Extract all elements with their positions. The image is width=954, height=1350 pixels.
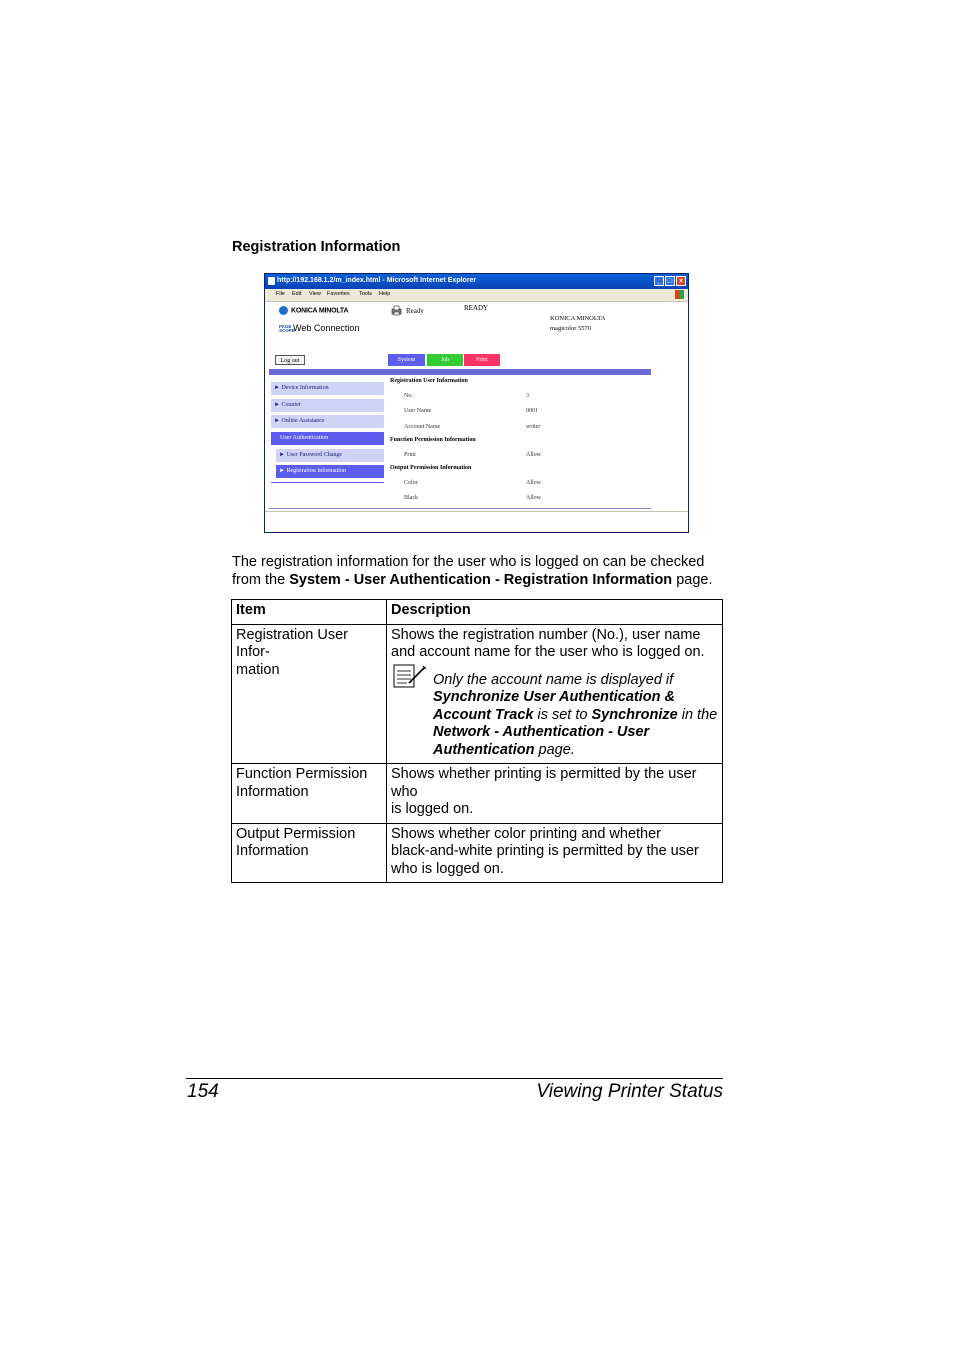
header-divider <box>269 369 651 375</box>
intro-line-1: The registration information for the user who is logged on can be checked <box>232 554 705 570</box>
section-function-permission: Function Permission Information <box>390 437 476 443</box>
menu-path: System - User Authentication - Registration Information <box>289 572 673 588</box>
value-no: 3 <box>526 393 529 399</box>
device-model: magicolor 5570 <box>550 325 591 332</box>
web-connection-text: Web Connection <box>293 323 360 333</box>
note-b5: Authentication <box>433 741 535 758</box>
close-icon[interactable]: × <box>676 276 686 286</box>
tab-job[interactable]: Job <box>427 354 463 366</box>
maximize-icon[interactable]: □ <box>665 276 675 286</box>
row-item: Output Permission Information <box>232 823 387 883</box>
content-bottom-line <box>269 508 651 509</box>
konica-minolta-logo <box>279 306 348 315</box>
table-row <box>232 764 723 824</box>
footer-section-title: Viewing Printer Status <box>536 1081 723 1102</box>
header-description: Description <box>387 600 723 625</box>
value-user-name: 0001 <box>526 408 538 414</box>
page-number: 154 <box>187 1081 219 1102</box>
nav-registration-information[interactable]: ► Registration Information <box>276 465 384 478</box>
note-b2: Account Track <box>433 706 534 723</box>
intro-text: from the <box>232 572 290 588</box>
menu-view[interactable]: View <box>309 291 321 297</box>
intro-text-end: page. <box>672 572 713 588</box>
note-t2: is set to <box>533 706 592 723</box>
value-account-name: writer <box>526 424 541 430</box>
value-black: Allow <box>526 495 541 501</box>
row-description <box>387 624 723 764</box>
window-titlebar <box>265 274 688 289</box>
value-color: Allow <box>526 480 541 486</box>
note-t4: page. <box>534 741 575 758</box>
menu-edit[interactable]: Edit <box>292 291 302 297</box>
ie-icon <box>268 277 275 285</box>
label-no: No. <box>404 393 413 399</box>
intro-line-2 <box>232 571 713 589</box>
label-color: Color <box>404 480 418 486</box>
browser-screenshot <box>264 273 689 533</box>
logout-button[interactable]: Log out <box>275 355 305 365</box>
status-text: READY <box>464 304 489 312</box>
description-table <box>231 599 723 883</box>
device-maker: KONICA MINOLTA <box>550 315 606 322</box>
status-icon-label: Ready <box>406 307 424 315</box>
nav-online-assistance[interactable]: ► Online Assistance <box>271 415 384 428</box>
label-account-name: Account Name <box>404 424 441 430</box>
note-b3: Synchronize <box>591 706 678 723</box>
menu-file[interactable]: File <box>276 291 285 297</box>
windows-logo-icon <box>675 290 684 299</box>
section-registration-user: Registration User Information <box>390 378 468 384</box>
browser-status-line <box>265 511 688 512</box>
tab-print[interactable]: Print <box>464 354 500 366</box>
row-item: Registration User Infor- mation <box>232 624 387 764</box>
description-text: Shows the registration number (No.), user name and account name for the user who is logged on. <box>391 626 705 660</box>
section-output-permission: Output Permission Information <box>390 465 472 471</box>
menu-help[interactable]: Help <box>379 291 391 297</box>
nav-device-information[interactable]: ► Device Information <box>271 382 384 395</box>
window-title: http://192.168.1.2/m_index.html - Microsoft Internet Explorer <box>277 277 477 284</box>
note-text <box>433 672 717 758</box>
note-t1: Only the account name is displayed if <box>433 671 674 688</box>
row-description: Shows whether printing is permitted by the user who is logged on. <box>387 764 723 824</box>
section-heading: Registration Information <box>232 239 401 255</box>
label-print: Print <box>404 452 416 458</box>
note-t3: in the <box>677 706 718 723</box>
row-item: Function Permission Information <box>232 764 387 824</box>
nav-user-authentication[interactable]: User Authentication <box>271 432 384 445</box>
label-black: Black <box>404 495 418 501</box>
printer-icon <box>391 305 402 316</box>
note-b4: Network - Authentication - User <box>433 724 650 740</box>
header-item: Item <box>232 600 387 625</box>
minimize-icon[interactable]: _ <box>654 276 664 286</box>
menu-bar <box>265 289 688 302</box>
menu-tools[interactable]: Tools <box>359 291 372 297</box>
web-connection-logo <box>279 323 359 333</box>
table-row <box>232 823 723 883</box>
nav-user-password-change[interactable]: ► User Password Change <box>276 449 384 462</box>
logo-text: KONICA MINOLTA <box>291 307 349 315</box>
globe-icon <box>279 306 288 315</box>
menu-favorites[interactable]: Favorites <box>327 291 350 297</box>
value-print: Allow <box>526 452 541 458</box>
nav-counter[interactable]: ► Counter <box>271 399 384 412</box>
note <box>391 672 718 760</box>
footer-rule <box>186 1078 723 1079</box>
tab-system[interactable]: System <box>388 354 425 366</box>
nav-underline <box>271 482 384 483</box>
row-description: Shows whether color printing and whether black-and-white printing is permitted by the user who is logged on. <box>387 823 723 883</box>
note-b1: Synchronize User Authentication & <box>433 689 675 705</box>
table-row <box>232 624 723 764</box>
note-pad-icon <box>393 664 427 688</box>
table-header-row <box>232 600 723 625</box>
pagescope-mark: PAGE SCOPE <box>279 323 295 333</box>
label-user-name: User Name <box>404 408 432 414</box>
